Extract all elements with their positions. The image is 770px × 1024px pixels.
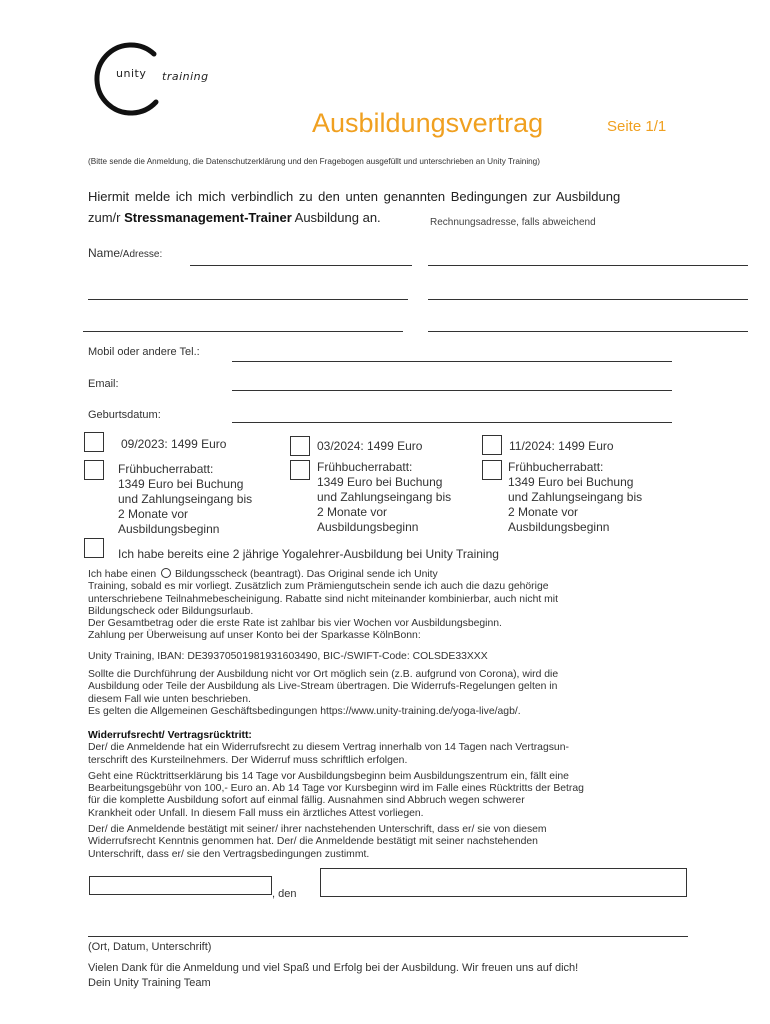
address-field-line-3[interactable]: [83, 331, 403, 332]
option-2-early-line: Frühbucherrabatt:: [317, 460, 413, 474]
voucher-rest: Bildungsscheck (beantragt). Das Original sende ich Unity: [172, 569, 438, 580]
option-3-checkbox[interactable]: [482, 435, 502, 455]
option-2-date: 03/2024: 1499 Euro: [317, 439, 423, 453]
email-label: Email:: [88, 378, 119, 390]
option-2-early-line: und Zahlungseingang bis: [317, 490, 452, 504]
withdrawal-line: terschrift des Kursteilnehmers. Der Widerruf muss schriftlich erfolgen.: [88, 754, 408, 766]
option-3-early-line: 2 Monate vor: [508, 505, 579, 519]
option-1-early-line: 1349 Euro bei Buchung: [118, 477, 244, 491]
withdrawal-line: Der/ die Anmeldende bestätigt mit seiner/ ihrer nachstehenden Unterschrift, dass er/ sie von diesem: [88, 824, 547, 836]
option-3-early-line: 1349 Euro bei Buchung: [508, 475, 634, 489]
option-1-early-line: 2 Monate vor: [118, 507, 189, 521]
option-1-early-text: [118, 462, 252, 537]
logo-word-training: training: [162, 70, 209, 83]
withdrawal-line: Bearbeitungsgebühr von 100,- Euro an. Ab 14 Tage vor Kursbeginn wird im Falle eines Rücktritts der Betrag: [88, 783, 584, 795]
billing-address-field-line-2[interactable]: [428, 299, 748, 300]
voucher-line: unterschriebene Teilnahmebescheinigung. Rabatte sind nicht miteinander kombinierbar, auch nicht mit: [88, 593, 558, 605]
withdrawal-line: Geht eine Rücktrittserklärung bis 14 Tage vor Ausbildungsbeginn beim Ausbildungszentrum ein, fällt eine: [88, 770, 569, 782]
voucher-line: Zahlung per Überweisung auf unser Konto bei der Sparkasse KölnBonn:: [88, 630, 421, 642]
logo: [86, 40, 236, 120]
online-paragraph: [88, 669, 673, 718]
option-3-early-text: [508, 460, 642, 535]
online-line: diesem Fall wie unten beschrieben.: [88, 693, 251, 705]
page-indicator: Seite 1/1: [607, 118, 667, 135]
instruction-note: (Bitte sende die Anmeldung, die Datenschutzerklärung und den Fragebogen ausgefüllt und unterschrieben an Unity Training): [88, 157, 540, 166]
option-1-early-line: und Zahlungseingang bis: [118, 492, 253, 506]
option-3-early-checkbox[interactable]: [482, 460, 502, 480]
mobile-field-line[interactable]: [232, 361, 672, 362]
voucher-line: Training, sobald es mir vorliegt. Zusätzlich zum Prämiengutschein sende ich auch die dazu gehörige: [88, 581, 549, 593]
withdrawal-section: [88, 730, 673, 861]
option-2-early-line: 1349 Euro bei Buchung: [317, 475, 443, 489]
online-line: Es gelten die Allgemeinen Geschäftsbedingungen https://www.unity-training.de/yoga-live/agb/.: [88, 705, 521, 717]
intro-line-2: [88, 210, 381, 225]
course-name: Stressmanagement-Trainer: [124, 210, 292, 225]
online-line: Sollte die Durchführung der Ausbildung nicht vor Ort möglich sein (z.B. aufgrund von Corona), wird die: [88, 669, 559, 680]
mobile-label: Mobil oder andere Tel.:: [88, 346, 200, 358]
voucher-radio[interactable]: [161, 568, 171, 578]
online-line: Ausbildung oder Teile der Ausbildung als Live-Stream übertragen. Die Widerrufs-Regelungen gelten in: [88, 681, 558, 693]
address-label: /Adresse:: [120, 249, 163, 260]
billing-name-field-line[interactable]: [428, 265, 748, 266]
name-label: Name: [88, 246, 121, 260]
withdrawal-line: Krankheit oder Unfall. In diesem Fall muss ein ärztliches Attest vorliegen.: [88, 807, 424, 819]
option-3-date: 11/2024: 1499 Euro: [509, 439, 614, 453]
birthdate-label: Geburtsdatum:: [88, 409, 161, 421]
thanks-line: Vielen Dank für die Anmeldung und viel Spaß und Erfolg bei der Ausbildung. Wir freuen uns auf dich!: [88, 962, 579, 974]
withdrawal-line: Der/ die Anmeldende hat ein Widerrufsrecht zu diesem Vertrag innerhalb von 14 Tagen nach Vertragsun-: [88, 742, 569, 754]
name-address-label: [88, 246, 162, 260]
option-3-early-line: Frühbucherrabatt:: [508, 460, 604, 474]
bank-line: Unity Training, IBAN: DE39370501981931603490, BIC-/SWIFT-Code: COLSDE33XXX: [88, 651, 488, 662]
birthdate-field-line[interactable]: [232, 422, 672, 423]
withdrawal-line: Unterschrift, dass er/ sie den Vertragsbedingungen zustimmt.: [88, 848, 370, 860]
option-1-checkbox[interactable]: [84, 432, 104, 452]
signature-caption: (Ort, Datum, Unterschrift): [88, 941, 212, 953]
withdrawal-line: für die komplette Ausbildung sofort auf einmal fällig. Ausnahmen sind Abbruch wegen schwerer: [88, 795, 525, 807]
option-2-early-line: Ausbildungsbeginn: [317, 520, 419, 534]
voucher-line: Der Gesamtbetrag oder die erste Rate ist zahlbar bis vier Wochen vor Ausbildungsbeginn.: [88, 618, 502, 630]
option-2-early-checkbox[interactable]: [290, 460, 310, 480]
option-2-early-line: 2 Monate vor: [317, 505, 388, 519]
logo-word-unity: unity: [116, 67, 147, 80]
yoga-graduate-checkbox[interactable]: [84, 538, 104, 558]
option-3-early-line: und Zahlungseingang bis: [508, 490, 643, 504]
intro-prefix: zum/r: [88, 210, 125, 225]
voucher-prefix: Ich habe einen: [88, 569, 157, 580]
team-signoff: Dein Unity Training Team: [88, 977, 211, 989]
email-field-line[interactable]: [232, 390, 672, 391]
option-2-checkbox[interactable]: [290, 436, 310, 456]
option-1-early-line: Frühbucherrabatt:: [118, 462, 214, 476]
bank-details: [88, 651, 673, 663]
document-title: Ausbildungsvertrag: [312, 108, 544, 138]
option-3-early-line: Ausbildungsbeginn: [508, 520, 610, 534]
place-date-field[interactable]: [89, 876, 272, 895]
intro-suffix: Ausbildung an.: [291, 210, 381, 225]
billing-address-label: Rechnungsadresse, falls abweichend: [430, 217, 596, 228]
intro-line-1: Hiermit melde ich mich verbindlich zu den unten genannten Bedingungen zur Ausbildung: [88, 189, 621, 204]
billing-address-field-line-3[interactable]: [428, 331, 748, 332]
option-1-early-checkbox[interactable]: [84, 460, 104, 480]
name-field-line[interactable]: [190, 265, 412, 266]
address-field-line-2[interactable]: [88, 299, 408, 300]
den-label: , den: [272, 888, 297, 900]
signature-line: [88, 936, 688, 937]
voucher-paragraph: [88, 568, 673, 643]
voucher-line: Bildungscheck oder Bildungsurlaub.: [88, 605, 254, 617]
signature-field[interactable]: [320, 868, 687, 897]
option-2-early-text: [317, 460, 451, 535]
withdrawal-heading: Widerrufsrecht/ Vertragsrücktritt:: [88, 730, 252, 741]
withdrawal-line: Widerrufsrecht Kenntnis genommen hat. Der/ die Anmeldende bestätigt mit seiner nachstehenden: [88, 836, 538, 848]
option-1-date: 09/2023: 1499 Euro: [121, 437, 227, 451]
logo-circle-icon: [86, 40, 166, 120]
yoga-graduate-label: Ich habe bereits eine 2 jährige Yogalehrer-Ausbildung bei Unity Training: [118, 547, 499, 561]
option-1-early-line: Ausbildungsbeginn: [118, 522, 220, 536]
